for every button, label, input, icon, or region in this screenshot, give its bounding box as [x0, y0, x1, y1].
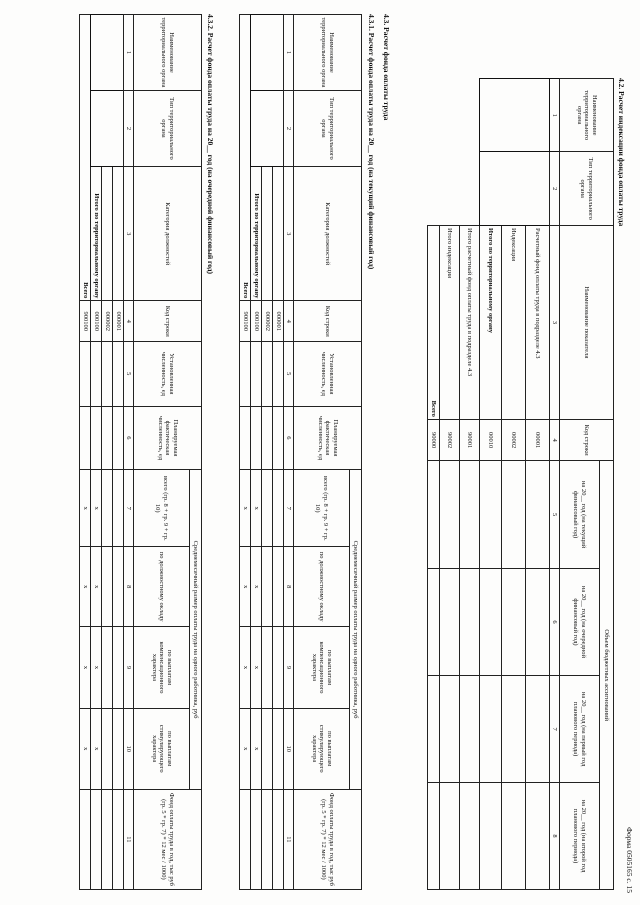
section-4-3-title: 4.3. Расчет фонда оплаты труда [382, 14, 391, 121]
value-cell[interactable] [240, 406, 251, 470]
num-1: 1 [284, 15, 294, 91]
num-8: 8 [284, 547, 294, 627]
value-cell[interactable] [251, 406, 262, 470]
value-cell[interactable] [273, 789, 284, 889]
x-mark: x [80, 547, 91, 627]
col-org-name: Наименование территориального органа [134, 15, 202, 91]
indexation-table [427, 78, 614, 890]
value-cell[interactable] [502, 568, 526, 675]
row-label: Индексация [502, 225, 526, 419]
value-cell[interactable] [526, 568, 550, 675]
category-cell[interactable] [262, 167, 273, 301]
form-code: Форма 0505165 с. 15 [625, 827, 634, 893]
value-cell[interactable] [526, 461, 550, 568]
num-7: 7 [550, 676, 560, 783]
section-4-3-1-title: 4.3.1. Расчет фонда оплаты труда на 20__ год (на текущий финансовый год) [367, 14, 376, 270]
col-avg-total: всего (гр. 8 + гр. 9 + гр. 10) [294, 470, 350, 547]
org-type-cell[interactable] [251, 91, 284, 167]
num-10: 10 [284, 708, 294, 789]
value-cell[interactable] [480, 676, 502, 783]
col-avg-salary-base: по должностному окладу [134, 547, 190, 627]
category-cell[interactable] [102, 167, 113, 301]
x-mark: x [80, 627, 91, 708]
x-mark: x [80, 470, 91, 547]
row-code: 000100 [251, 301, 262, 342]
value-cell[interactable] [262, 342, 273, 406]
num-6: 6 [124, 406, 134, 470]
org-type-cell[interactable] [91, 91, 124, 167]
row-label: Итого расчетный фонд оплаты труда в подразделе 4.3 [460, 225, 480, 419]
x-mark: x [240, 470, 251, 547]
value-cell[interactable] [502, 676, 526, 783]
value-cell[interactable] [440, 783, 460, 890]
payroll-table-current [239, 14, 362, 890]
value-cell[interactable] [460, 568, 480, 675]
num-3: 3 [124, 167, 134, 301]
value-cell[interactable] [440, 676, 460, 783]
num-11: 11 [284, 789, 294, 889]
num-7: 7 [124, 470, 134, 547]
row-code: 00001 [526, 419, 550, 461]
x-mark: x [91, 627, 102, 708]
col-avg-compensation: по выплатам компенсационного характера [134, 627, 190, 708]
value-cell[interactable] [273, 547, 284, 627]
num-1: 1 [550, 79, 560, 152]
value-cell[interactable] [102, 470, 113, 547]
row-code: 00010 [480, 419, 502, 461]
category-cell[interactable] [113, 167, 124, 301]
value-cell[interactable] [102, 627, 113, 708]
x-mark: x [240, 547, 251, 627]
num-5: 5 [550, 461, 560, 568]
vsego-label: Всего [240, 15, 251, 301]
col-budget: Объем бюджетных ассигнований [600, 461, 614, 890]
col-avg-stimulating: по выплатам стимулирующего характера [294, 708, 350, 789]
num-8: 8 [124, 547, 134, 627]
category-cell[interactable] [273, 167, 284, 301]
value-cell[interactable] [262, 627, 273, 708]
section-4-2-title: 4.2. Расчет индексации фонда оплаты труда [617, 78, 626, 227]
num-3: 3 [284, 167, 294, 301]
num-8: 8 [550, 783, 560, 890]
row-code: 90001 [460, 419, 480, 461]
col-year-plan1: на 20__ год (на первый год планового периода) [560, 676, 600, 783]
value-cell[interactable] [460, 783, 480, 890]
value-cell[interactable] [80, 789, 91, 889]
col-org-type: Тип территориального органа [560, 152, 614, 225]
org-name-cell[interactable] [480, 79, 550, 152]
x-mark: x [240, 627, 251, 708]
value-cell[interactable] [262, 789, 273, 889]
col-avg-compensation: по выплатам компенсационного характера [294, 627, 350, 708]
value-cell[interactable] [113, 627, 124, 708]
value-cell[interactable] [91, 342, 102, 406]
num-5: 5 [284, 342, 294, 406]
col-planned: Планируемая фактическая численность, ед [294, 406, 362, 470]
itogo-label: Итого по территориальному органу [251, 167, 262, 301]
org-type-cell[interactable] [480, 152, 550, 225]
col-org-type: Тип территориального органа [134, 91, 202, 167]
value-cell[interactable] [440, 461, 460, 568]
col-fund: Фонд оплаты труда в год, тыс руб (гр. 5 * гр. 7) * 12 мес / 1000) [134, 789, 202, 889]
col-year-next: на 20__ год (на очередной финансовый год) [560, 568, 600, 675]
section-4-3-2-title: 4.3.2. Расчет фонда оплаты труда на 20__ год (на очередной финансовый год) [206, 14, 215, 275]
value-cell[interactable] [273, 708, 284, 789]
col-indicator: Наименование показателя [560, 225, 614, 419]
row-code: 000002 [262, 301, 273, 342]
value-cell[interactable] [113, 342, 124, 406]
x-mark: x [240, 708, 251, 789]
num-4: 4 [284, 301, 294, 342]
value-cell[interactable] [480, 568, 502, 675]
value-cell[interactable] [526, 676, 550, 783]
col-code: Код строки [134, 301, 202, 342]
value-cell[interactable] [262, 708, 273, 789]
value-cell[interactable] [428, 461, 440, 568]
num-7: 7 [284, 470, 294, 547]
total-code: 90000 [428, 419, 440, 461]
value-cell[interactable] [502, 783, 526, 890]
value-cell[interactable] [102, 789, 113, 889]
value-cell[interactable] [262, 547, 273, 627]
col-avg-salary-base: по должностному окладу [294, 547, 350, 627]
payroll-table-next [79, 14, 202, 890]
x-mark: x [251, 547, 262, 627]
row-code: 00002 [502, 419, 526, 461]
org-name-cell[interactable] [251, 15, 284, 91]
value-cell[interactable] [102, 708, 113, 789]
num-4: 4 [550, 419, 560, 461]
num-2: 2 [550, 152, 560, 225]
row-code: 000002 [102, 301, 113, 342]
num-4: 4 [124, 301, 134, 342]
col-year-plan2: на 20__ год (на второй год планового периода) [560, 783, 600, 890]
col-avg-salary: Среднемесячный размер оплаты труда на одного работника, руб [190, 470, 202, 789]
num-2: 2 [124, 91, 134, 167]
vsego-label: Всего [80, 15, 91, 301]
value-cell[interactable] [273, 470, 284, 547]
value-cell[interactable] [240, 789, 251, 889]
value-cell[interactable] [91, 789, 102, 889]
value-cell[interactable] [273, 627, 284, 708]
value-cell[interactable] [428, 568, 440, 675]
num-9: 9 [124, 627, 134, 708]
value-cell[interactable] [440, 568, 460, 675]
value-cell[interactable] [80, 342, 91, 406]
num-11: 11 [124, 789, 134, 889]
num-1: 1 [124, 15, 134, 91]
value-cell[interactable] [480, 783, 502, 890]
org-name-cell[interactable] [91, 15, 124, 91]
col-org-name: Наименование территориального органа [560, 79, 614, 152]
value-cell[interactable] [526, 783, 550, 890]
col-fund: Фонд оплаты труда в год, тыс руб (гр. 5 * гр. 7) * 12 мес / 1000) [294, 789, 362, 889]
row-code: 900100 [240, 301, 251, 342]
num-6: 6 [284, 406, 294, 470]
value-cell[interactable] [113, 547, 124, 627]
num-6: 6 [550, 568, 560, 675]
x-mark: x [91, 547, 102, 627]
value-cell[interactable] [273, 342, 284, 406]
itogo-label: Итого по территориальному органу [91, 167, 102, 301]
col-code: Код строки [294, 301, 362, 342]
row-code: 900100 [80, 301, 91, 342]
row-label: Итого индексация [440, 225, 460, 419]
value-cell[interactable] [502, 461, 526, 568]
row-code: 000100 [91, 301, 102, 342]
value-cell[interactable] [480, 461, 502, 568]
value-cell[interactable] [428, 676, 440, 783]
x-mark: x [251, 627, 262, 708]
row-code: 000001 [273, 301, 284, 342]
num-9: 9 [284, 627, 294, 708]
x-mark: x [251, 470, 262, 547]
value-cell[interactable] [102, 406, 113, 470]
value-cell[interactable] [262, 470, 273, 547]
col-year-current: на 20__ год (на текущий финансовый год) [560, 461, 600, 568]
col-org-type: Тип территориального органа [294, 91, 362, 167]
col-org-name: Наименование территориального органа [294, 15, 362, 91]
value-cell[interactable] [460, 676, 480, 783]
row-label: Итого по территориальному органу [480, 225, 502, 419]
value-cell[interactable] [273, 406, 284, 470]
x-mark: x [80, 708, 91, 789]
num-10: 10 [124, 708, 134, 789]
value-cell[interactable] [428, 783, 440, 890]
col-avg-total: всего (гр. 8 + гр. 9 + гр. 10) [134, 470, 190, 547]
value-cell[interactable] [251, 342, 262, 406]
value-cell[interactable] [262, 406, 273, 470]
value-cell[interactable] [102, 547, 113, 627]
value-cell[interactable] [460, 461, 480, 568]
row-code: 000001 [113, 301, 124, 342]
value-cell[interactable] [240, 342, 251, 406]
x-mark: x [251, 708, 262, 789]
num-2: 2 [284, 91, 294, 167]
x-mark: x [91, 708, 102, 789]
value-cell[interactable] [113, 789, 124, 889]
value-cell[interactable] [80, 406, 91, 470]
col-avg-stimulating: по выплатам стимулирующего характера [134, 708, 190, 789]
col-established: Установленная численность, ед [294, 342, 362, 406]
col-avg-salary: Среднемесячный размер оплаты труда на одного работника, руб [350, 470, 362, 789]
x-mark: x [91, 470, 102, 547]
value-cell[interactable] [113, 708, 124, 789]
value-cell[interactable] [91, 406, 102, 470]
num-3: 3 [550, 225, 560, 419]
value-cell[interactable] [251, 789, 262, 889]
col-category: Категория должностей [134, 167, 202, 301]
total-label: Всего [428, 225, 440, 419]
row-label: Расчетный фонд оплаты труда в подразделе 4.3 [526, 225, 550, 419]
col-planned: Планируемая фактическая численность, ед [134, 406, 202, 470]
value-cell[interactable] [113, 470, 124, 547]
value-cell[interactable] [113, 406, 124, 470]
value-cell[interactable] [102, 342, 113, 406]
row-code: 90002 [440, 419, 460, 461]
col-code: Код строки [560, 419, 614, 461]
col-category: Категория должностей [294, 167, 362, 301]
num-5: 5 [124, 342, 134, 406]
col-established: Установленная численность, ед [134, 342, 202, 406]
